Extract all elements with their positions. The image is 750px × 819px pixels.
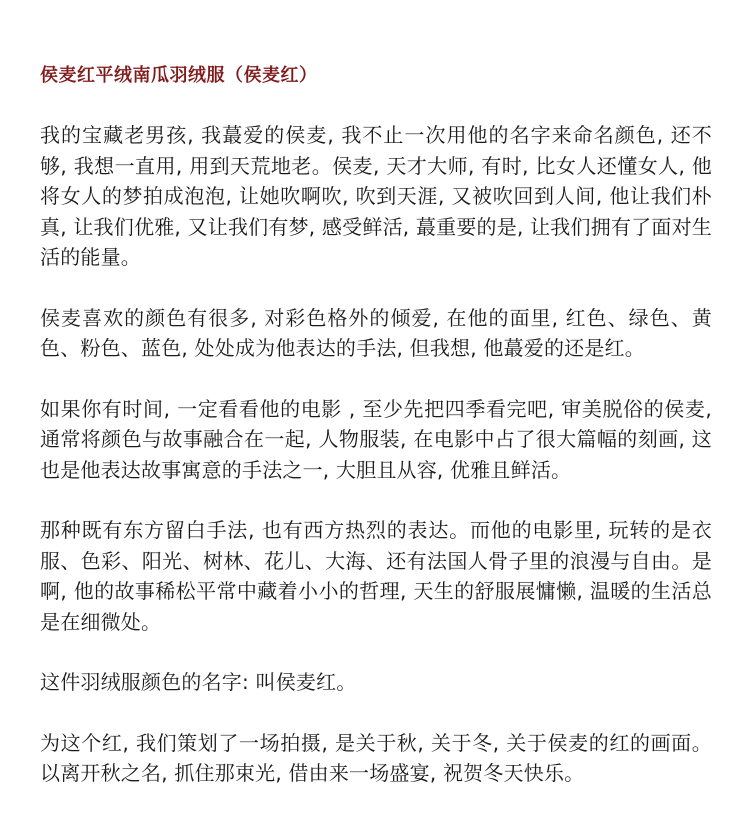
article-title: 侯麦红平绒南瓜羽绒服（侯麦红） [40,65,318,86]
paragraph-intro: 我的宝藏老男孩, 我蕞爱的侯麦, 我不止一次用他的名字来命名颜色, 还不够, 我想一直用, 用到天荒地老。侯麦, 天才大师, 有时, 比女人还懂女人, 他将女人的梦拍成泡泡, 让她吹啊吹, 吹到天涯, 又被吹回到人间, 他让我们朴真, 让我们优雅, 又让我们有梦, 感受鲜活, 蕞重要的是, 让我们拥有了面对生活的能量。 [40,123,712,269]
article [40,62,712,819]
paragraph-shoot: 为这个红, 我们策划了一场拍摄, 是关于秋, 关于冬, 关于侯麦的红的画面。以离开秋之名, 抓住那束光, 借由来一场盛宴, 祝贺冬天快乐。 [40,730,712,785]
paragraph-films: 如果你有时间, 一定看看他的电影 , 至少先把四季看完吧, 审美脱俗的侯麦, 通常将颜色与故事融合在一起, 人物服装, 在电影中占了很大篇幅的刻画, 这也是他表达故事寓意的手法之一, 大胆且从容, 优雅且鲜活。 [40,396,712,482]
paragraph-color-name: 这件羽绒服颜色的名字: 叫侯麦红。 [40,670,357,694]
paragraph-colors: 侯麦喜欢的颜色有很多, 对彩色格外的倾爱, 在他的面里, 红色、绿色、黄色、粉色、蓝色, 处处成为他表达的手法, 但我想, 他蕞爱的还是红。 [40,305,712,360]
paragraph-expression: 那种既有东方留白手法, 也有西方热烈的表达。而他的电影里, 玩转的是衣服、色彩、阳光、树林、花儿、大海、还有法国人骨子里的浪漫与自由。是啊, 他的故事稀松平常中藏着小小的哲理, 天生的舒服展慵懒, 温暖的生活总是在细微处。 [40,518,712,634]
